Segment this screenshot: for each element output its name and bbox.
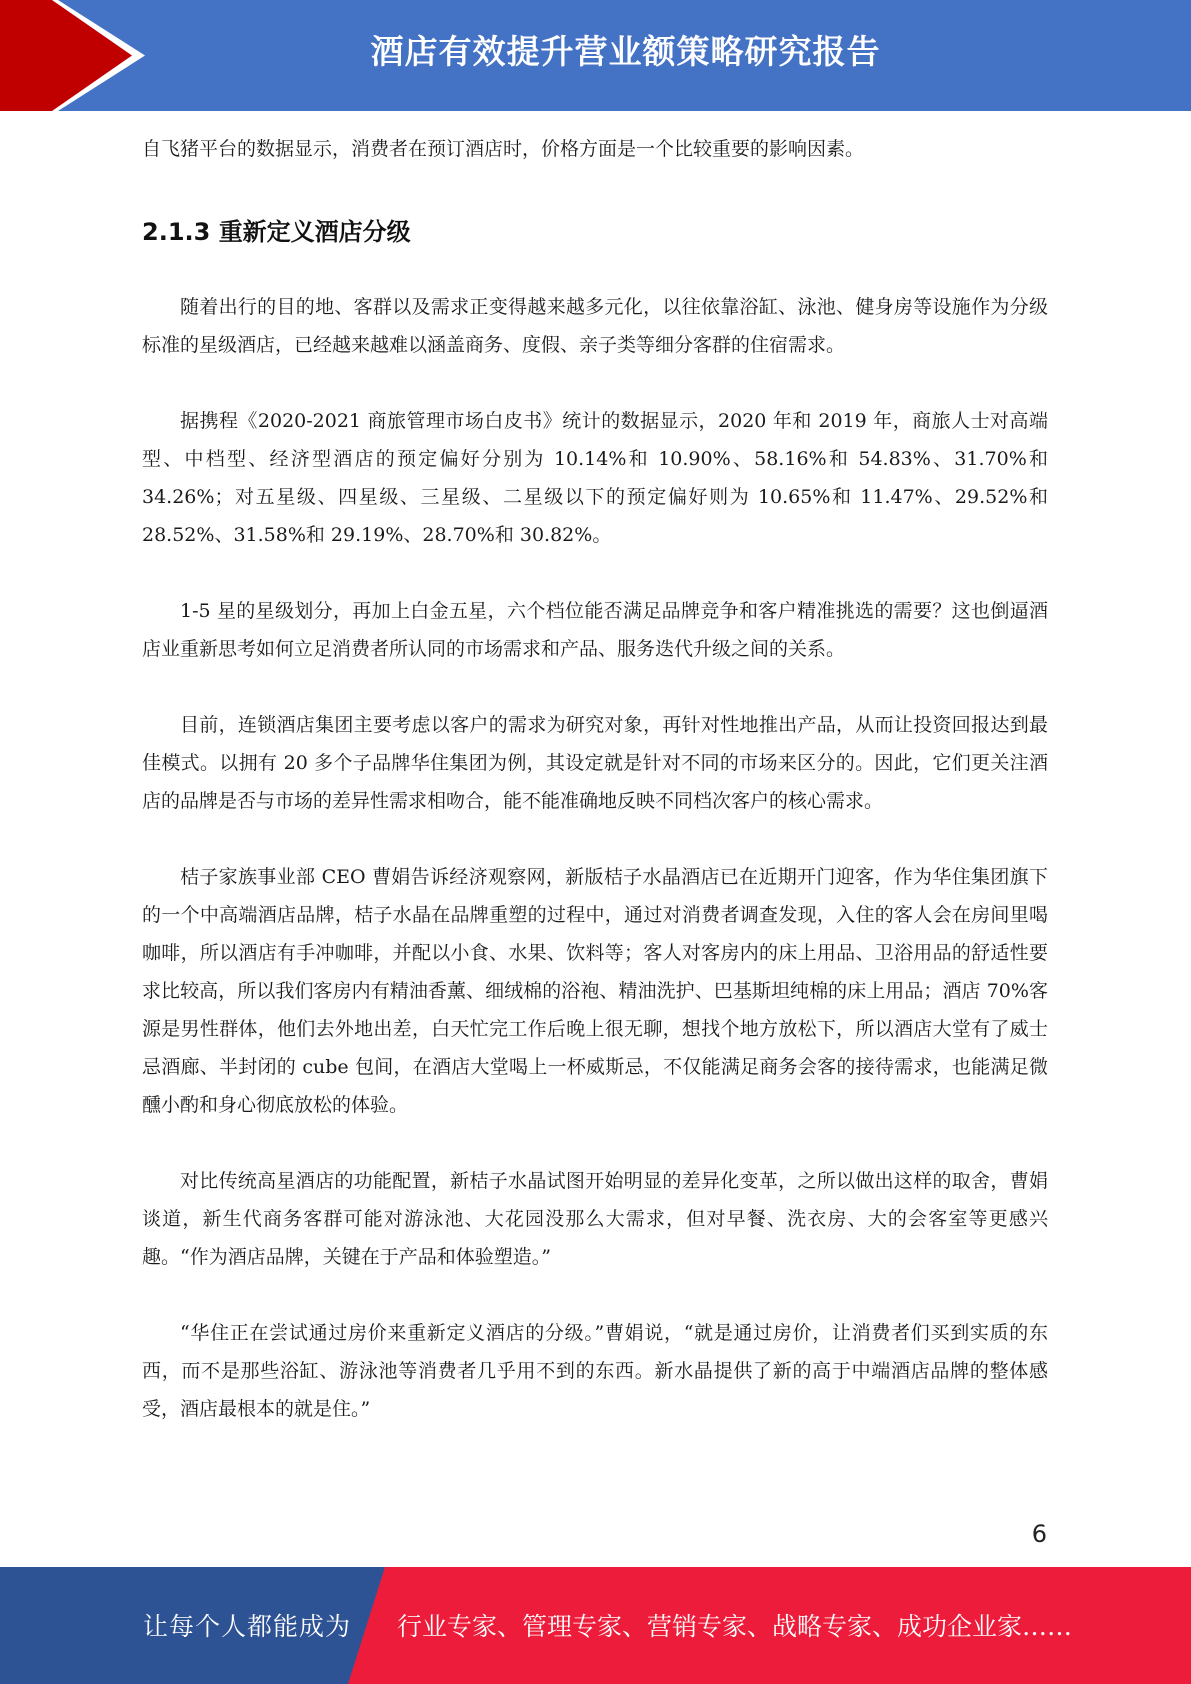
page-header <box>0 0 1191 111</box>
page-footer <box>0 1567 1191 1684</box>
page-number: 6 <box>1031 1520 1047 1548</box>
section-heading: 2.1.3 重新定义酒店分级 <box>142 218 411 246</box>
body-paragraph-7: “华住正在尝试通过房价来重新定义酒店的分级。”曹娟说，“就是通过房价，让消费者们买到实质的东西，而不是那些浴缸、游泳池等消费者几乎用不到的东西。新水晶提供了新的高于中端酒店品牌的整体感受，酒店最根本的就是住。” <box>142 1322 1048 1420</box>
footer-slogan-right: 行业专家、管理专家、营销专家、战略专家、成功企业家…… <box>397 1612 1073 1641</box>
body-paragraph-5: 桔子家族事业部 CEO 曹娟告诉经济观察网，新版桔子水晶酒店已在近期开门迎客，作为华住集团旗下的一个中高端酒店品牌，桔子水晶在品牌重塑的过程中，通过对消费者调查发现，入住的客人会在房间里喝咖啡，所以酒店有手冲咖啡，并配以小食、水果、饮料等；客人对客房内的床上用品、卫浴用品的舒适性要求比较高，所以我们客房内有精油香薰、细绒棉的浴袍、精油洗护、巴基斯坦纯棉的床上用品；酒店 70%客源是男性群体，他们去外地出差，白天忙完工作后晚上很无聊，想找个地方放松下，所以酒店大堂有了威士忌酒廊、半封闭的 cube 包间，在酒店大堂喝上一杯威斯忌，不仅能满足商务会客的接待需求，也能满足微醺小酌和身心彻底放松的体验。 <box>142 866 1048 1116</box>
body-paragraph-2: 据携程《2020-2021 商旅管理市场白皮书》统计的数据显示，2020 年和 2019 年，商旅人士对高端型、中档型、经济型酒店的预定偏好分别为 10.14%和 10.90%、58.16%和 54.83%、31.70%和 34.26%；对五星级、四星级、三星级、二星级以下的预定偏好则为 10.65%和 11.47%、29.52%和 28.52%、31.58%和 29.19%、28.70%和 30.82%。 <box>142 410 1048 546</box>
footer-slogan-left: 让每个人都能成为 <box>143 1612 352 1641</box>
body-paragraph-6: 对比传统高星酒店的功能配置，新桔子水晶试图开始明显的差异化变革，之所以做出这样的取舍，曹娟谈道，新生代商务客群可能对游泳池、大花园没那么大需求，但对早餐、洗衣房、大的会客室等更感兴趣。“作为酒店品牌，关键在于产品和体验塑造。” <box>142 1170 1048 1268</box>
intro-paragraph: 自飞猪平台的数据显示，消费者在预订酒店时，价格方面是一个比较重要的影响因素。 <box>142 138 865 160</box>
report-title: 酒店有效提升营业额策略研究报告 <box>370 32 881 71</box>
body-paragraph-3: 1-5 星的星级划分，再加上白金五星，六个档位能否满足品牌竞争和客户精准挑选的需要？这也倒逼酒店业重新思考如何立足消费者所认同的市场需求和产品、服务迭代升级之间的关系。 <box>142 600 1048 660</box>
body-paragraph-4: 目前，连锁酒店集团主要考虑以客户的需求为研究对象，再针对性地推出产品，从而让投资回报达到最佳模式。以拥有 20 多个子品牌华住集团为例，其设定就是针对不同的市场来区分的。因此，它们更关注酒店的品牌是否与市场的差异性需求相吻合，能不能准确地反映不同档次客户的核心需求。 <box>142 714 1048 812</box>
body-paragraph-1: 随着出行的目的地、客群以及需求正变得越来越多元化，以往依靠浴缸、泳池、健身房等设施作为分级标准的星级酒店，已经越来越难以涵盖商务、度假、亲子类等细分客群的住宿需求。 <box>142 296 1048 356</box>
page-body <box>142 130 1048 1428</box>
